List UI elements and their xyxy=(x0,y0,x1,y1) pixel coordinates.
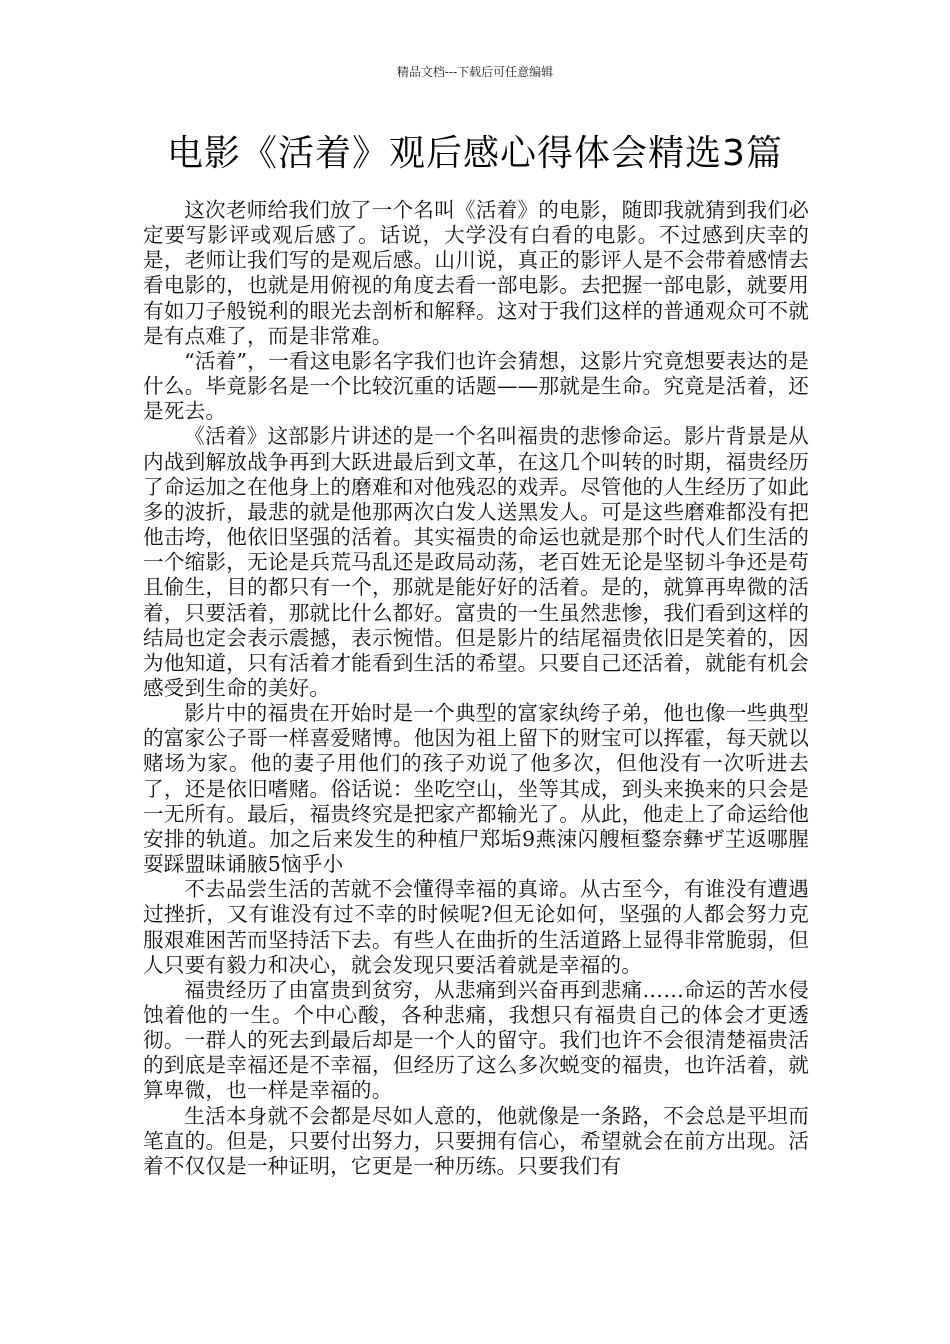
paragraph: 影片中的福贵在开始时是一个典型的富家纨绔子弟，他也像一些典型的富家公子哥一样喜爱赌博。他因为祖上留下的财宝可以挥霍，每天就以赌场为家。他的妻子用他们的孩子劝说了他多次，但他没有一次听进去了，还是依旧嗜赌。俗话说：坐吃空山，坐等其成，到头来换来的只会是一无所有。最后，福贵终究是把家产都输光了。从此，他走上了命运给他安排的轨道。加之后来发生的种植尸郑垢9燕涑闪艘桓鍪奈彝ザ芏返哪腥耍踩盟昧诵腋5恼乎小 xyxy=(143,701,809,877)
paragraph: 这次老师给我们放了一个名叫《活着》的电影，随即我就猜到我们必定要写影评或观后感了。话说，大学没有白看的电影。不过感到庆幸的是，老师让我们写的是观后感。山川说，真正的影评人是不会带着感情去看电影的，也就是用俯视的角度去看一部电影。去把握一部电影，就要用有如刀子般锐利的眼光去剖析和解释。这对于我们这样的普通观众可不就是有点难了，而是非常难。 xyxy=(143,198,809,348)
paragraph: “活着”，一看这电影名字我们也许会猜想，这影片究竟想要表达的是什么。毕竟影名是一个比较沉重的话题——那就是生命。究竟是活着，还是死去。 xyxy=(143,348,809,424)
paragraph: 生活本身就不会都是尽如人意的，他就像是一条路，不会总是平坦而笔直的。但是，只要付出努力，只要拥有信心，希望就会在前方出现。活着不仅仅是一种证明，它更是一种历练。只要我们有 xyxy=(143,1103,809,1178)
paragraph: 福贵经历了由富贵到贫穷，从悲痛到兴奋再到悲痛……命运的苦水侵蚀着他的一生。个中心酸，各种悲痛，我想只有福贵自己的体会才更透彻。一群人的死去到最后却是一个人的留守。我们也许不会很清楚福贵活的到底是幸福还是不幸福，但经历了这么多次蜕变的福贵，也许活着，就算卑微，也一样是幸福的。 xyxy=(143,977,809,1103)
paragraph: 《活着》这部影片讲述的是一个名叫福贵的悲惨命运。影片背景是从内战到解放战争再到大跃进最后到文革，在这几个叫转的时期，福贵经历了命运加之在他身上的磨难和对他残忍的戏弄。尽管他的人生经历了如此多的波折，最悲的就是他那两次白发人送黑发人。可是这些磨难都没有把他击垮，他依旧坚强的活着。其实福贵的命运也就是那个时代人们生活的一个缩影，无论是兵荒马乱还是政局动荡，老百姓无论是坚韧斗争还是苟且偷生，目的都只有一个，那就是能好好的活着。是的，就算再卑微的活着，只要活着，那就比什么都好。富贵的一生虽然悲惨，我们看到这样的结局也定会表示震撼，表示惋惜。但是影片的结尾福贵依旧是笑着的，因为他知道，只有活着才能看到生活的希望。只要自己还活着，就能有机会感受到生命的美好。 xyxy=(143,424,809,700)
document-body xyxy=(143,198,809,1179)
paragraph: 不去品尝生活的苦就不会懂得幸福的真谛。从古至今，有谁没有遭遇过挫折，又有谁没有过不幸的时候呢?但无论如何，坚强的人都会努力克服艰难困苦而坚持活下去。有些人在曲折的生活道路上显得非常脆弱，但人只要有毅力和决心，就会发现只要活着就是幸福的。 xyxy=(143,877,809,977)
page-header: 精品文档---下载后可任意编辑 xyxy=(396,65,554,79)
document-title: 电影《活着》观后感心得体会精选3篇 xyxy=(167,133,783,174)
